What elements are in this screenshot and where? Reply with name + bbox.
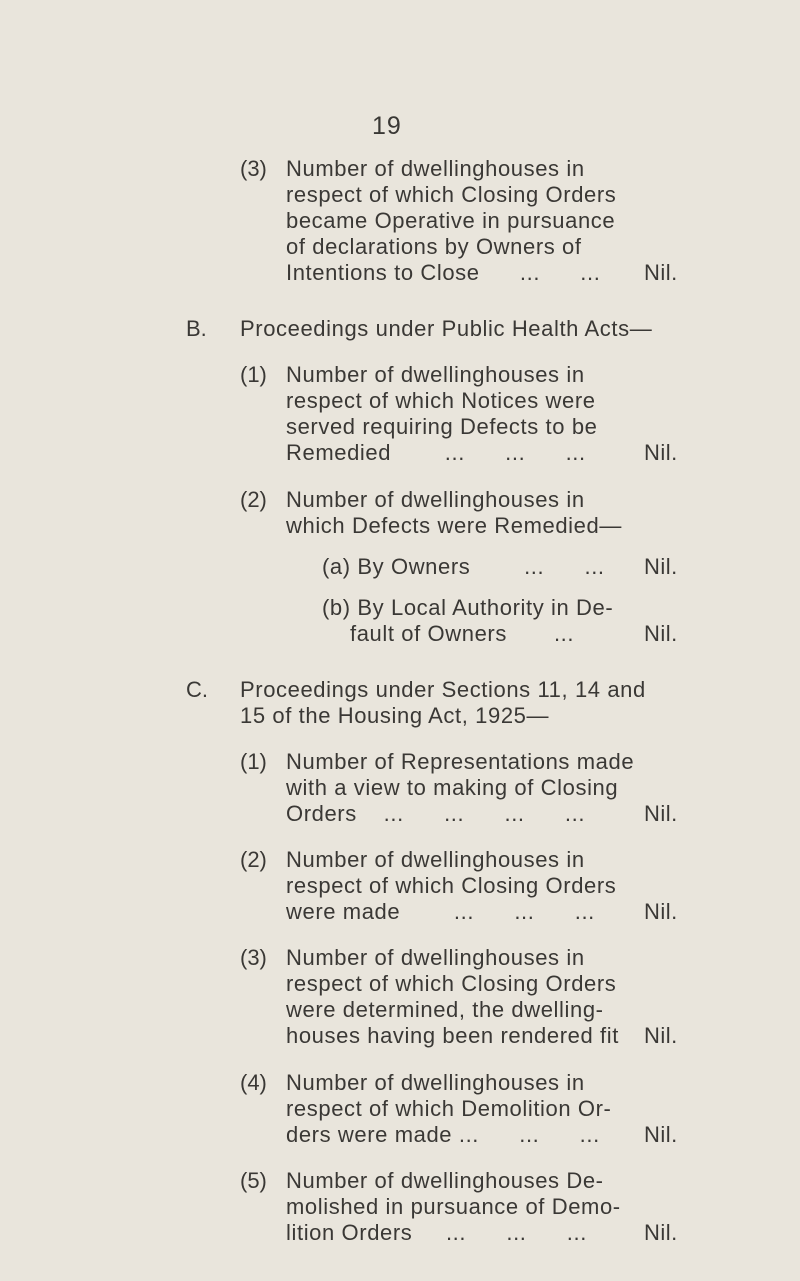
item-value: Nil. [644,554,678,579]
item-text-line: respect of which Closing Orders [286,873,617,898]
item-text-line: respect of which Demolition Or- [286,1096,612,1121]
item-value: Nil. [644,801,678,826]
item-number: (1) [240,749,267,774]
item-text-line: of declarations by Owners of [286,234,582,259]
item-text-line: Number of dwellinghouses in [286,847,585,872]
item-text-line: Intentions to Close ... ... [286,260,601,285]
item-number: (1) [240,362,267,387]
section-letter: C. [186,677,208,702]
item-text-line: served requiring Defects to be [286,414,598,439]
item-text-line: respect of which Notices were [286,388,596,413]
section-letter: B. [186,316,207,341]
item-number: (4) [240,1070,267,1095]
item-text-line: respect of which Closing Orders [286,182,617,207]
item-text-line: houses having been rendered fit [286,1023,619,1048]
section-heading-line: Proceedings under Sections 11, 14 and [240,677,646,702]
item-text-line: were made ... ... ... [286,899,595,924]
item-number: (5) [240,1168,267,1193]
sub-item-b-line: (b) By Local Authority in De- [322,595,614,620]
item-text-line: Number of dwellinghouses in [286,945,585,970]
item-text-line: lition Orders ... ... ... [286,1220,587,1245]
page-number: 19 [372,112,402,140]
item-number: (2) [240,487,267,512]
item-value: Nil. [644,621,678,646]
item-text-line: Number of dwellinghouses in [286,487,585,512]
item-text-line: Number of dwellinghouses in [286,1070,585,1095]
item-value: Nil. [644,1220,678,1245]
item-text-line: with a view to making of Closing [286,775,619,800]
item-number: (2) [240,847,267,872]
item-value: Nil. [644,260,678,285]
item-number: (3) [240,156,267,181]
item-text-line: molished in pursuance of Demo- [286,1194,621,1219]
item-text-line: became Operative in pursuance [286,208,616,233]
item-text-line: which Defects were Remedied— [286,513,622,538]
item-text-line: Number of dwellinghouses in [286,362,585,387]
item-value: Nil. [644,899,678,924]
item-text-line: Remedied ... ... ... [286,440,586,465]
item-text-line: respect of which Closing Orders [286,971,617,996]
section-heading-line: 15 of the Housing Act, 1925— [240,703,550,728]
item-number: (3) [240,945,267,970]
item-text-line: Number of Representations made [286,749,635,774]
item-text-line: were determined, the dwelling- [286,997,604,1022]
item-text-line: Number of dwellinghouses in [286,156,585,181]
item-value: Nil. [644,1023,678,1048]
sub-item-b-line: fault of Owners ... [350,621,575,646]
sub-item-a: (a) By Owners ... ... [322,554,605,579]
item-value: Nil. [644,1122,678,1147]
item-value: Nil. [644,440,678,465]
item-text-line: Number of dwellinghouses De- [286,1168,604,1193]
item-text-line: ders were made ... ... ... [286,1122,600,1147]
item-text-line: Orders ... ... ... ... [286,801,586,826]
section-heading: Proceedings under Public Health Acts— [240,316,653,341]
